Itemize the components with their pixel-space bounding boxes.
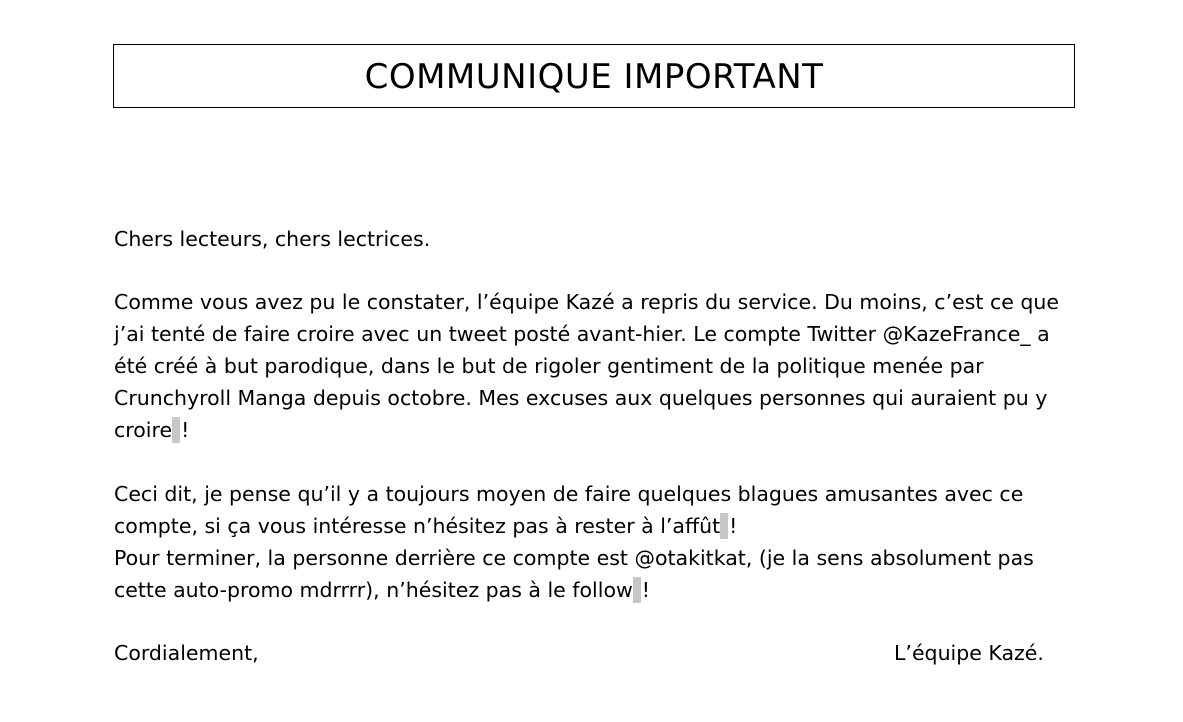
paragraph-1 bbox=[114, 286, 1094, 446]
paragraph-1-line: Crunchyroll Manga depuis octobre. Mes excuses aux quelques personnes qui auraient pu y bbox=[114, 386, 1048, 410]
paragraph-2-line bbox=[114, 574, 1094, 606]
salutation bbox=[114, 223, 1094, 255]
title-box bbox=[113, 44, 1075, 108]
paragraph-2 bbox=[114, 478, 1094, 606]
paragraph-2-line: Ceci dit, je pense qu’il y a toujours moyen de faire quelques blagues amusantes avec ce bbox=[114, 482, 1024, 506]
paragraph-2-line2-end: ! bbox=[729, 514, 738, 538]
paragraph-1-line: j’ai tenté de faire croire avec un tweet posté avant-hier. Le compte Twitter @KazeFrance_ a bbox=[114, 322, 1050, 346]
paragraph-2-line4-end: ! bbox=[641, 578, 650, 602]
page-title: COMMUNIQUE IMPORTANT bbox=[364, 57, 824, 97]
paragraph-1-line: Comme vous avez pu le constater, l’équipe Kazé a repris du service. Du moins, c’est ce que bbox=[114, 290, 1059, 314]
nbsp-marker bbox=[720, 513, 728, 539]
nbsp-marker bbox=[633, 577, 641, 603]
paragraph-2-line bbox=[114, 510, 1094, 542]
paragraph-1-last-end: ! bbox=[181, 418, 190, 442]
paragraph-1-last-start: croire bbox=[114, 418, 173, 442]
paragraph-1-line: été créé à but parodique, dans le but de rigoler gentiment de la politique menée par bbox=[114, 354, 984, 378]
closing-greeting: Cordialement, bbox=[114, 641, 259, 665]
paragraph-2-line: Pour terminer, la personne derrière ce compte est @otakitkat, (je la sens absolument pas bbox=[114, 546, 1034, 570]
nbsp-marker bbox=[172, 417, 180, 443]
salutation-text: Chers lecteurs, chers lectrices. bbox=[114, 227, 431, 251]
paragraph-2-line4-start: cette auto-promo mdrrrr), n’hésitez pas à le follow bbox=[114, 578, 633, 602]
paragraph-1-line bbox=[114, 414, 1094, 446]
closing-signature: L’équipe Kazé. bbox=[894, 641, 1044, 665]
paragraph-2-line2-start: compte, si ça vous intéresse n’hésitez pas à rester à l’affût bbox=[114, 514, 721, 538]
